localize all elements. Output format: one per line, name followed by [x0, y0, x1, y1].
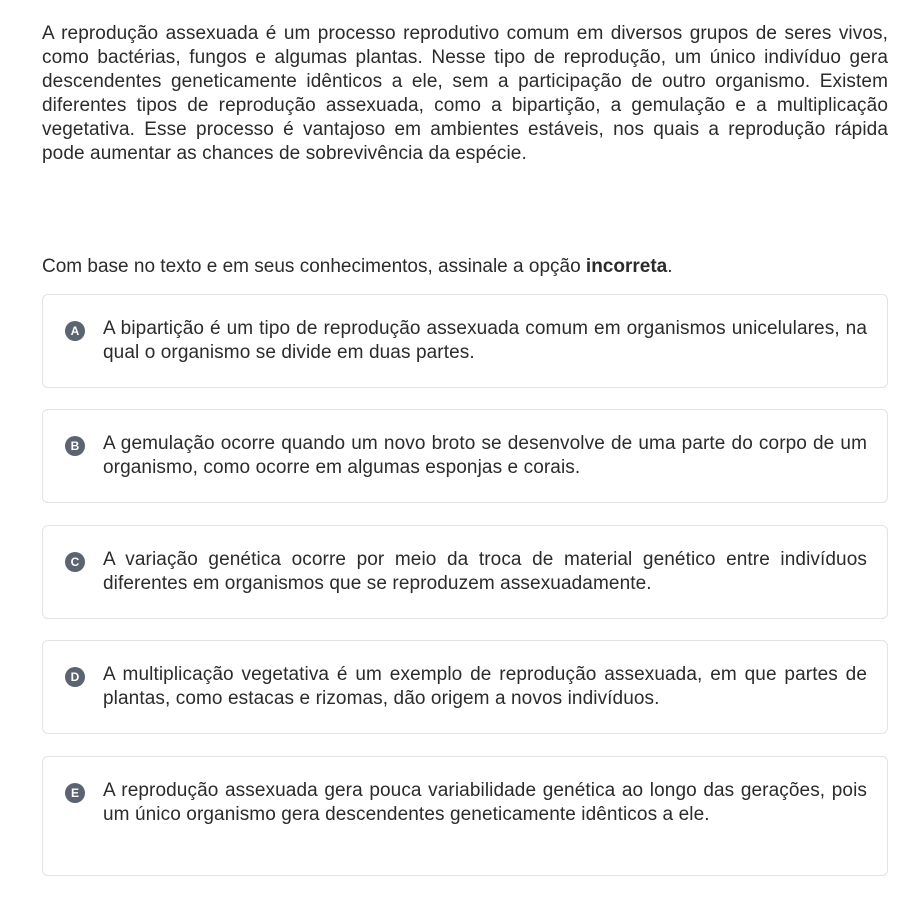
option-a[interactable] [42, 294, 888, 388]
option-letter-badge: D [65, 667, 85, 687]
option-text: A reprodução assexuada gera pouca variabilidade genética ao longo das gerações, pois um único organismo gera descendentes geneticamente idênticos a ele. [103, 780, 867, 825]
option-text: A gemulação ocorre quando um novo broto se desenvolve de uma parte do corpo de um organismo, como ocorre em algumas esponjas e corais. [103, 433, 867, 478]
option-letter-badge: B [65, 436, 85, 456]
option-text: A variação genética ocorre por meio da troca de material genético entre indivíduos diferentes em organismos que se reproduzem assexuadamente. [103, 549, 867, 594]
option-letter-badge: E [65, 783, 85, 803]
question-emphasis: incorreta [585, 256, 668, 277]
question-prefix: Com base no texto e em seus conhecimentos, assinale a opção [42, 256, 586, 277]
question-prompt [42, 255, 888, 279]
option-letter-badge: A [65, 321, 85, 341]
question-suffix: . [667, 256, 673, 277]
option-d[interactable] [42, 640, 888, 734]
option-b[interactable] [42, 409, 888, 503]
option-text: A multiplicação vegetativa é um exemplo de reprodução assexuada, em que partes de plantas, como estacas e rizomas, dão origem a novos indivíduos. [103, 664, 867, 709]
passage-text: A reprodução assexuada é um processo reprodutivo comum em diversos grupos de seres vivos, como bactérias, fungos e algumas plantas. Nesse tipo de reprodução, um único indivíduo gera descendentes geneticamente idênticos a ele, sem a participação de outro organismo. Existem diferentes tipos de reprodução assexuada, como a bipartição, a gemulação e a multiplicação vegetativa. Esse processo é vantajoso em ambientes estáveis, nos quais a reprodução rápida pode aumentar as chances de sobrevivência da espécie. [42, 23, 888, 164]
option-e[interactable] [42, 756, 888, 876]
option-letter-badge: C [65, 552, 85, 572]
option-c[interactable] [42, 525, 888, 619]
option-text: A bipartição é um tipo de reprodução assexuada comum em organismos unicelulares, na qual o organismo se divide em duas partes. [103, 318, 867, 363]
